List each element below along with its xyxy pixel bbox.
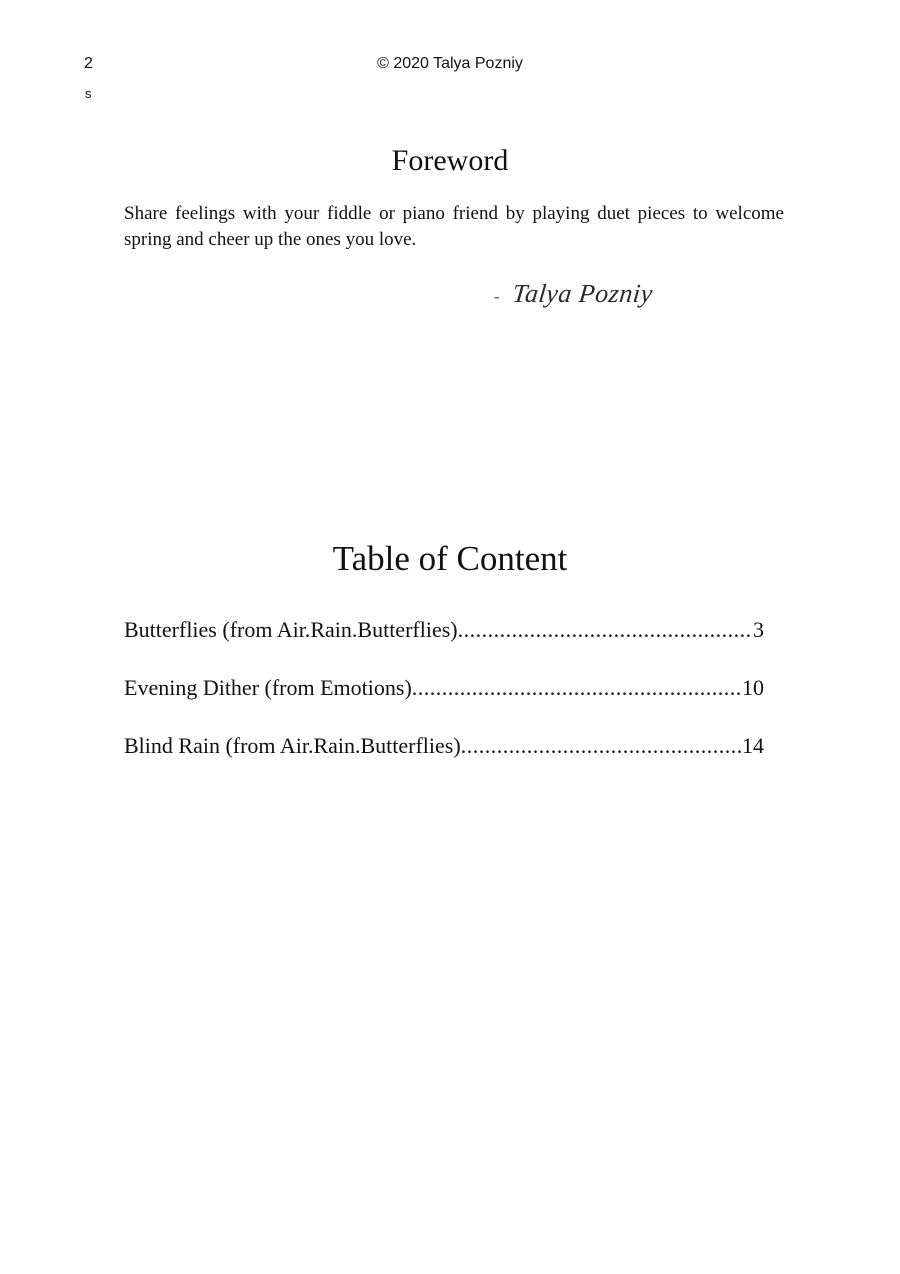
toc-dot-leader — [412, 672, 742, 704]
toc-entry-page: 14 — [742, 733, 764, 758]
toc-heading: Table of Content — [332, 539, 568, 578]
toc-entry-page: 3 — [753, 617, 764, 642]
foreword-text: Share feelings with your fiddle or piano friend by playing duet pieces to welcome spring and cheer up the ones you love. — [124, 203, 784, 250]
signature-dash: - — [492, 286, 502, 306]
toc-entry-page: 10 — [742, 675, 764, 700]
toc-entry-title: Blind Rain (from Air.Rain.Butterflies) — [124, 733, 461, 758]
toc-list — [124, 614, 764, 788]
page-marker: s — [85, 86, 92, 101]
signature-name: Talya Pozniy — [511, 279, 655, 308]
toc-entry-title: Butterflies (from Air.Rain.Butterflies) — [124, 617, 458, 642]
toc-dot-leader — [458, 614, 753, 646]
toc-dot-leader — [461, 730, 742, 762]
toc-entry — [124, 730, 764, 788]
author-signature — [492, 278, 654, 312]
copyright-notice: © 2020 Talya Pozniy — [377, 55, 523, 72]
page-number: 2 — [84, 55, 93, 72]
toc-entry-title: Evening Dither (from Emotions) — [124, 675, 412, 700]
foreword-heading: Foreword — [391, 144, 509, 177]
toc-entry — [124, 614, 764, 672]
toc-entry — [124, 672, 764, 730]
